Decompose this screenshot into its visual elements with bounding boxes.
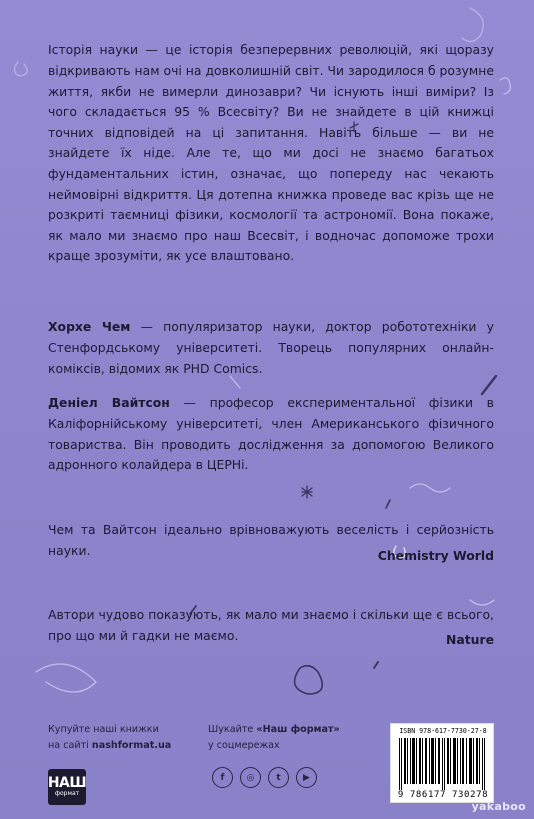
facebook-icon[interactable]: f bbox=[212, 767, 233, 788]
buy-line-site bbox=[48, 738, 171, 754]
ean-number: 9 786177 730278 bbox=[397, 790, 489, 800]
doodle-squiggle bbox=[500, 78, 510, 94]
author-bio-text: — професор експериментальної фізики в Каліфорнійському університеті, член Американського фізичного товариства. Він проводить дослідження за допомогою Великого адронного колайдера в ЦЕРНі. bbox=[48, 395, 494, 473]
doodle-oval bbox=[295, 666, 323, 694]
search-line bbox=[208, 722, 340, 738]
doodle-swoosh bbox=[36, 664, 96, 692]
author-name: Деніел Вайтсон bbox=[48, 395, 170, 411]
instagram-icon[interactable]: ◎ bbox=[240, 767, 261, 788]
isbn-text: ISBN 978-617-7730-27-8 bbox=[399, 727, 487, 735]
social-icons bbox=[212, 767, 317, 788]
social-info bbox=[208, 722, 340, 754]
review-source: Nature bbox=[446, 632, 494, 647]
youtube-icon[interactable]: ▶ bbox=[296, 767, 317, 788]
buy-line: Купуйте наші книжки bbox=[48, 724, 159, 735]
search-prefix: Шукайте bbox=[208, 724, 257, 735]
doodle-wave-2 bbox=[470, 600, 494, 605]
review-quote: Автори чудово показують, як мало ми знаємо і скільки ще є всього, про що ми й гадки не маємо. bbox=[48, 607, 494, 643]
review-quote: Чем та Вайтсон ідеально врівноважують веселість і серйозність науки. bbox=[48, 522, 494, 558]
doodle-tick bbox=[386, 500, 390, 508]
website-link[interactable]: nashformat.ua bbox=[91, 740, 172, 751]
social-line: у соцмережах bbox=[208, 740, 280, 751]
buy-info bbox=[48, 722, 171, 754]
author-name: Хорхе Чем bbox=[48, 319, 131, 335]
publisher-logo bbox=[48, 769, 86, 805]
doodle-star-2 bbox=[302, 486, 312, 498]
twitter-icon[interactable]: t bbox=[268, 767, 289, 788]
doodle-dash bbox=[374, 662, 378, 668]
author-bio-cham bbox=[48, 317, 494, 379]
logo-text: НАШ bbox=[47, 775, 87, 791]
buy-prefix: на сайті bbox=[48, 740, 92, 751]
logo-subtext: формат bbox=[54, 790, 80, 797]
watermark: yakaboo bbox=[471, 800, 526, 813]
author-bio-whiteson bbox=[48, 393, 494, 475]
description-paragraph: Історія науки — це історія безперервних революцій, які щоразу відкривають нам очі на довколишній світ. Чи зародилося б розумне життя, якби не вимерли динозаври? Чи існують інші виміри? Із чого складається 95 % Всесвіту? Ви не знайдете в цій книжці точних відповідей на ці запитання. Навіть більше — ви не знайдете їх ніде. Але те, що ми досі не знаємо багатьох фундаментальних істин, означає, що попереду нас чекають неймовірні відкриття. Ця дотепна книжка проведе вас крізь ще не розкриті таємниці фізики, космології та астрономії. Вона покаже, як мало ми знаємо про наш Всесвіт, і водночас допоможе трохи краще зрозуміти, як усе влаштовано. bbox=[48, 42, 494, 264]
barcode-bars bbox=[399, 738, 487, 790]
brand-name: «Наш формат» bbox=[256, 724, 340, 735]
author-bio-text: — популяризатор науки, доктор робототехніки у Стенфордському університеті. Творець популярних онлайн-коміксів, відомих як PHD Comics. bbox=[48, 319, 494, 376]
doodle-swirl bbox=[462, 8, 483, 42]
doodle-wave bbox=[410, 484, 450, 492]
doodle-loop bbox=[14, 62, 27, 76]
barcode bbox=[390, 723, 494, 803]
review-source: Chemistry World bbox=[377, 548, 494, 563]
